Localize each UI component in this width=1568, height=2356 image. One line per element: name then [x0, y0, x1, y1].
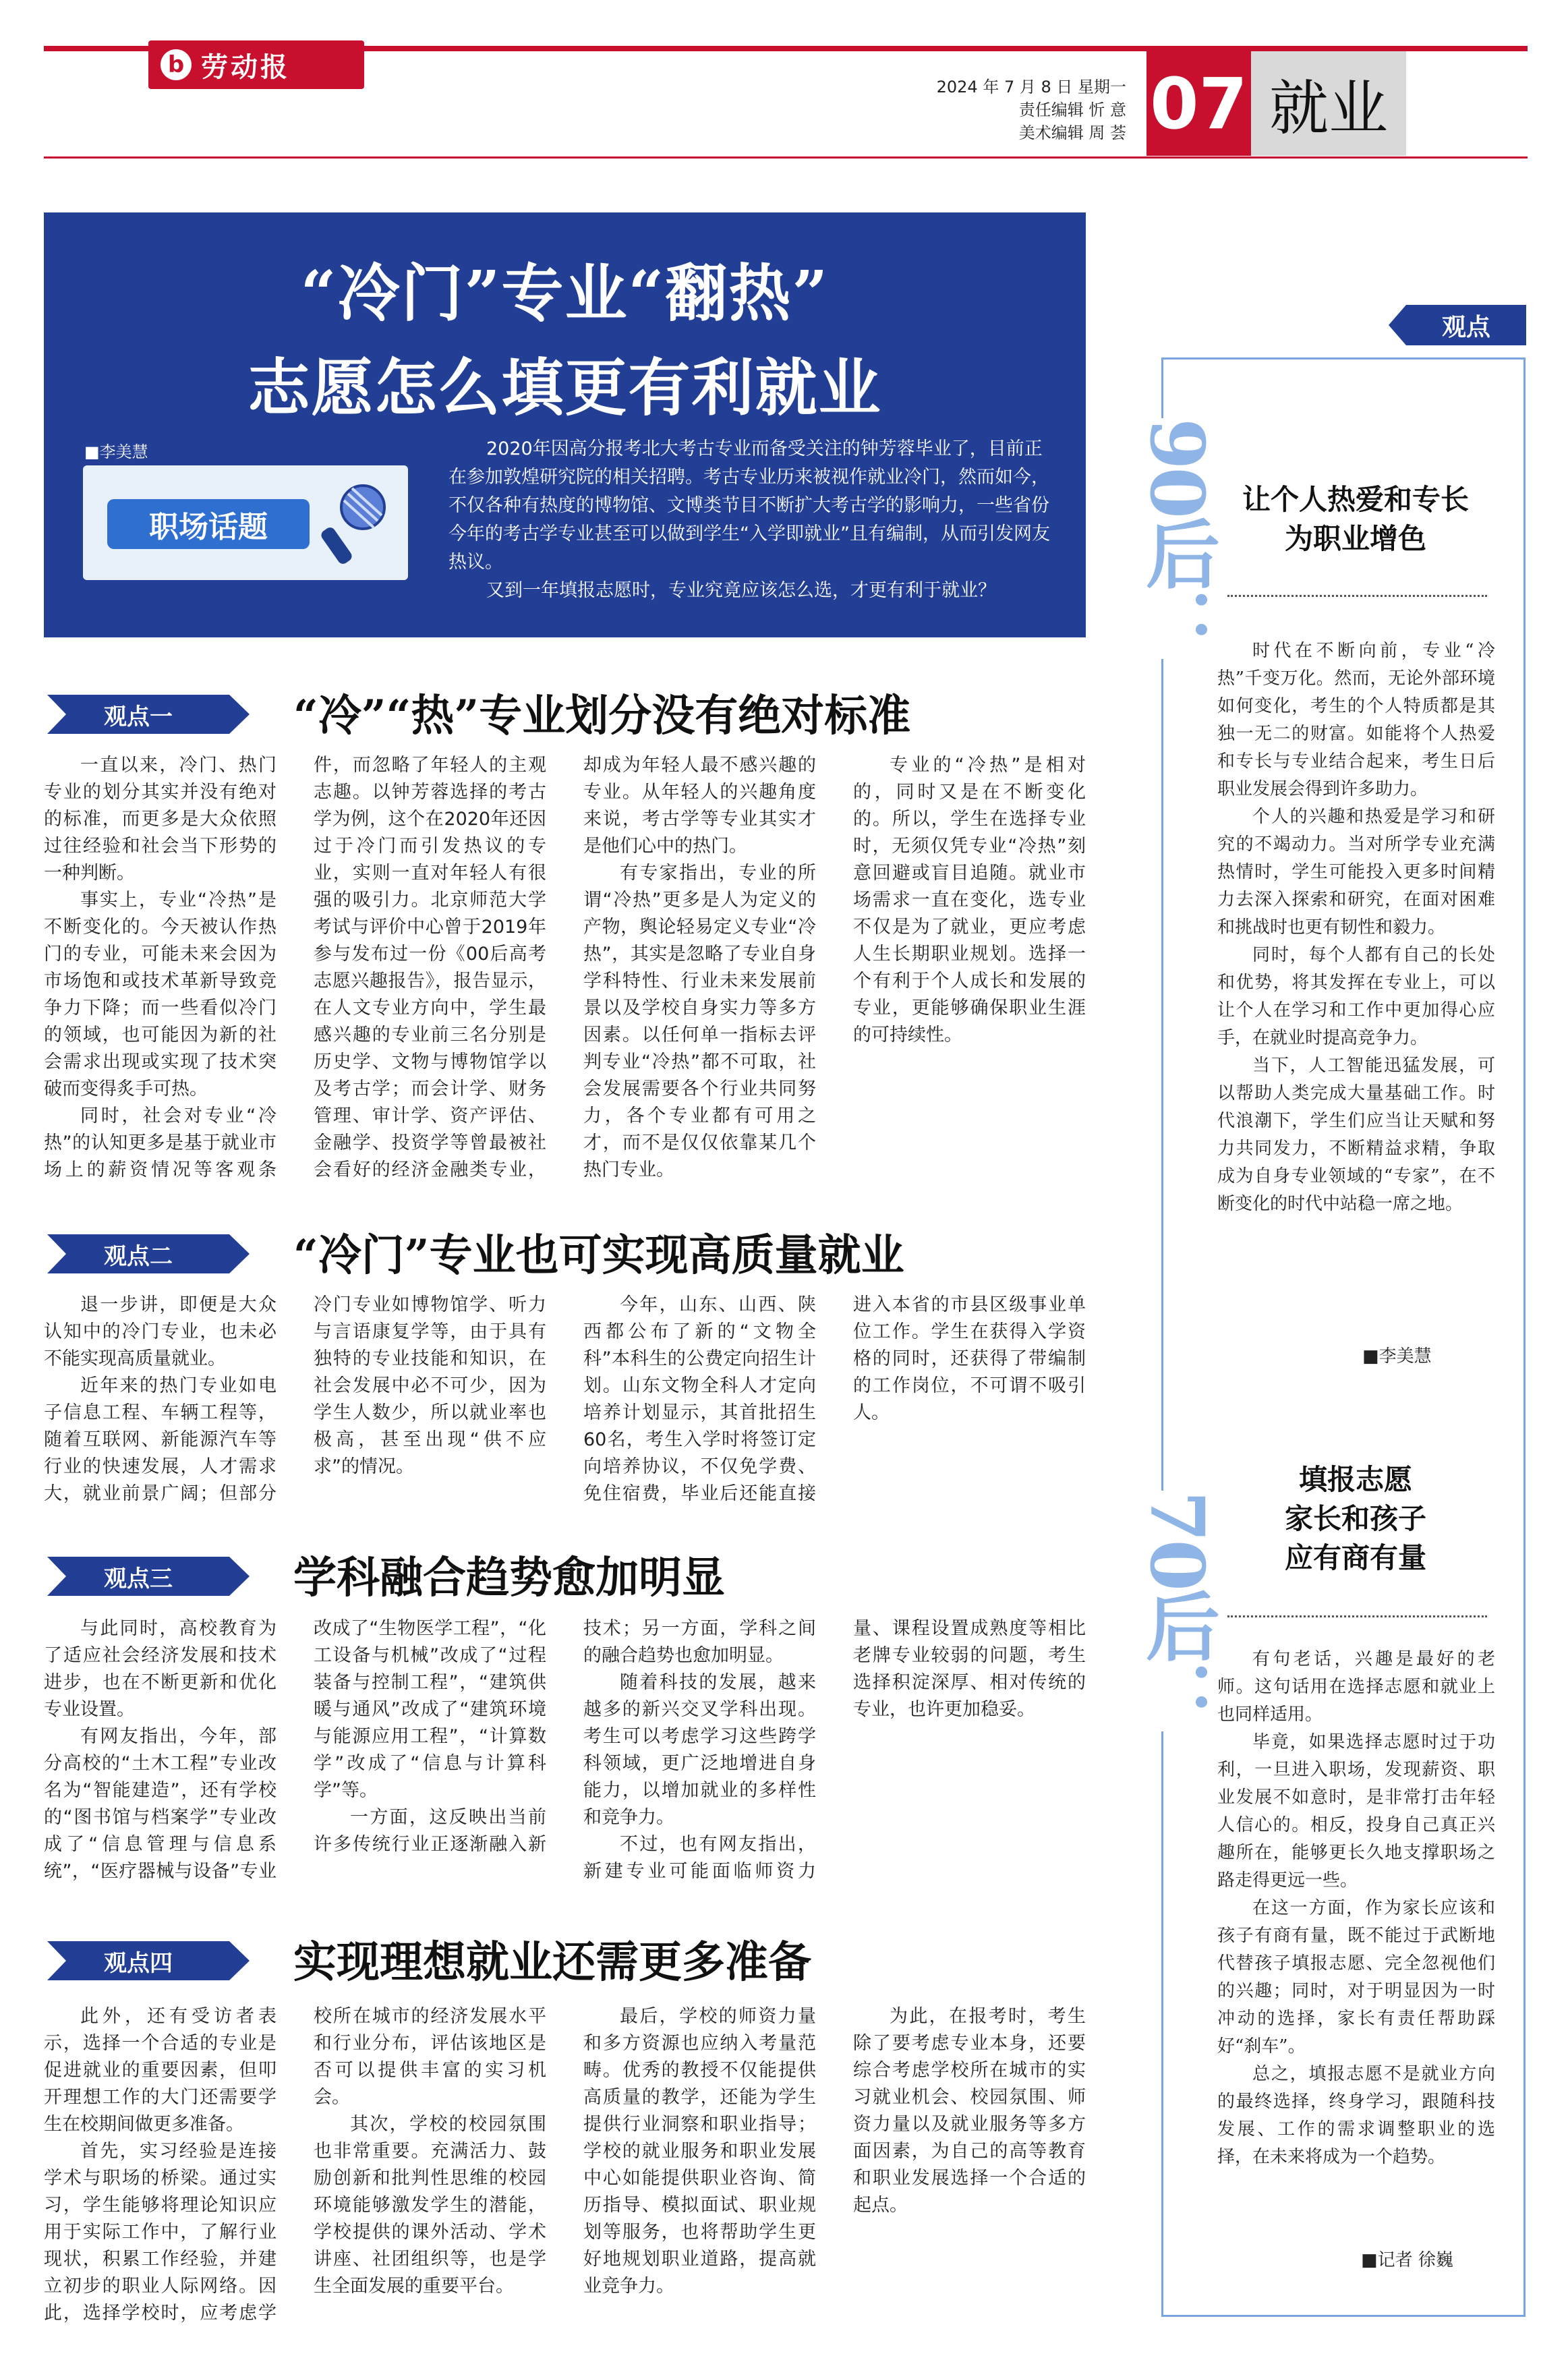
article-paragraph: 与此同时，高校教育为了适应社会经济发展和技术进步，也在不断更新和优化专业设置。: [44, 1618, 277, 1720]
article-paragraph: 一方面，这反映出当前许多传统行业正逐渐融入新技术；另一方面，学科之间的融合趋势也愈加明显。: [314, 1618, 816, 1855]
sidebar-item-1-body: [1217, 637, 1495, 1218]
sidebar-item-1-byline: ■李美慧: [1362, 1346, 1432, 1367]
sidebar-paragraph: 时代在不断向前，专业“冷热”千变万化。然而，无论外部环境如何变化，考生的个人特质都是其独一无二的财富。如能将个人热爱和专长与专业结合起来，考生日后职业发展会得到许多助力。: [1217, 641, 1495, 799]
article-paragraph: 有专家指出，专业的所谓“冷热”更多是人为定义的产物，舆论轻易定义专业“冷热”，其实是忽略了专业自身学科特性、行业未来发展前景以及学校自身实力等多方因素。以任何单一指标去评判专业“冷热”都不可取，社会发展需要各个行业共同努力，各个专业都有可用之才，而不是仅仅依靠某几个热门专业。: [583, 863, 816, 1180]
sidebar-paragraph: 在这一方面，作为家长应该和孩子有商有量，既不能过于武断地代替孩子填报志愿、完全忽视他们的兴趣；同时，对于明显因为一时冲动的选择，家长有责任帮助踩好“刹车”。: [1217, 1898, 1495, 2057]
sidebar-paragraph: 同时，每个人都有自己的长处和优势，将其发挥在专业上，可以让个人在学习和工作中更加得心应手，在就业时提高竞争力。: [1217, 945, 1495, 1048]
responsible-editor: 责任编辑 忻 意: [1018, 100, 1126, 119]
section-body-2: [44, 1292, 1086, 1514]
section-title-2: “冷门”专业也可实现高质量就业: [293, 1230, 904, 1281]
page-number: 07: [1146, 51, 1251, 156]
section-tag-2: 观点二: [47, 1234, 229, 1273]
topic-badge: [83, 465, 408, 580]
generation-label-90s: 90后：: [1134, 418, 1221, 660]
logo-mark-icon: b: [161, 49, 192, 80]
sidebar-paragraph: 当下，人工智能迅猛发展，可以帮助人类完成大量基础工作。时代浪潮下，学生们应当让天赋和努力共同发力，不断精益求精，争取成为自身专业领域的“专家”，在不断变化的时代中站稳一席之地。: [1217, 1056, 1495, 1214]
lead-text: [448, 435, 1055, 605]
lead-paragraph: 又到一年填报志愿时，专业究竟应该怎么选，才更有利于就业？: [486, 580, 996, 601]
sidebar-paragraph: 总之，填报志愿不是就业方向的最终选择，终身学习，跟随科技发展、工作的需求调整职业的选择，在未来将成为一个趋势。: [1217, 2064, 1495, 2167]
article-paragraph: 事实上，专业“冷热”是不断变化的。今天被认作热门的专业，可能未来会因为市场饱和或技术革新导致竞争力下降；而一些看似冷门的领域，也可能因为新的社会需求出现或实现了技术突破而变得炙手可热。: [44, 890, 277, 1099]
header-divider: [44, 156, 1528, 159]
headline-line-1: “冷门”专业“翻热”: [300, 257, 830, 330]
article-paragraph: 近年来的热门专业如电子信息工程、车辆工程等，随着互联网、新能源汽车等行业的快速发展，人才需求大，就业前景广阔；但部分冷门专业如博物馆学、听力与言语康复学等，由于具有独特的专业技能和知识，在社会发展中必不可少，因为学生人数少，所以就业率也极高，甚至出现“供不应求”的情况。: [44, 1294, 546, 1504]
sidebar-title-line: 填报志愿: [1298, 1463, 1412, 1496]
sidebar-title-line: 为职业增色: [1284, 522, 1426, 555]
article-paragraph: 一直以来，冷门、热门专业的划分其实并没有绝对的标准，而更多是大众依照过往经验和社会当下形势的一种判断。: [44, 755, 277, 884]
article-paragraph: 不过，也有网友指出，新建专业可能面临师资力量、课程设置成熟度等相比老牌专业较弱的问题，考生选择积淀深厚、相对传统的专业，也许更加稳妥。: [583, 1618, 1086, 1882]
section-title-1: “冷”“热”专业划分没有绝对标准: [293, 691, 911, 741]
section-name: 就业: [1251, 51, 1406, 156]
sidebar-paragraph: 毕竟，如果选择志愿时过于功利，一旦进入职场，发现薪资、职业发展不如意时，是非常打击年轻人信心的。相反，投身自己真正兴趣所在，能够更长久地支撑职场之路走得更远一些。: [1217, 1732, 1495, 1891]
section-tag-1: 观点一: [47, 695, 229, 734]
logo-text: 劳动报: [201, 51, 290, 83]
sidebar-paragraph: 个人的兴趣和热爱是学习和研究的不竭动力。当对所学专业充满热情时，学生可能投入更多时间精力去深入探索和研究，在面对困难和挑战时也更有韧性和毅力。: [1217, 807, 1495, 938]
sidebar-title-line: 让个人热爱和专长: [1242, 483, 1469, 516]
sidebar-item-2-title: [1221, 1460, 1490, 1578]
issue-date: 2024 年 7 月 8 日 星期一: [936, 78, 1126, 96]
article-paragraph: 最后，学校的师资力量和多方资源也应纳入考量范畴。优秀的教授不仅能提供高质量的教学，还能为学生提供行业洞察和职业指导；学校的就业服务和职业发展中心如能提供职业咨询、简历指导、模拟面试、职业规划等服务，也将帮助学生更好地规划职业道路，提高就业竞争力。: [583, 2006, 816, 2297]
article-paragraph: 其次，学校的校园氛围也非常重要。充满活力、鼓励创新和批判性思维的校园环境能够激发学生的潜能，学校提供的课外活动、学术讲座、社团组织等，也是学生全面发展的重要平台。: [314, 2114, 546, 2297]
generation-label-70s: 70后：: [1134, 1491, 1221, 1732]
topic-badge-label: 职场话题: [107, 499, 310, 549]
article-paragraph: 首先，实习经验是连接学术与职场的桥梁。通过实习，学生能够将理论知识应用于实际工作中，了解行业现状，积累工作经验，并建立初步的职业人际网络。因此，选择学校时，应考虑学校所在城市的经济发展水平和行业分布，评估该地区是否可以提供丰富的实习机会。: [44, 2006, 546, 2324]
article-paragraph: 为此，在报考时，考生除了要考虑专业本身，还要综合考虑学校所在城市的实习就业机会、校园氛围、师资力量以及就业服务等多方面因素，为自己的高等教育和职业发展选择一个合适的起点。: [853, 2006, 1086, 2216]
section-body-4: [44, 2003, 1086, 2327]
sidebar-item-2-body: [1217, 1646, 1495, 2171]
headline-line-2: 志愿怎么填更有利就业: [248, 351, 882, 424]
section-title-4: 实现理想就业还需更多准备: [293, 1937, 811, 1988]
section-title-3: 学科融合趋势愈加明显: [293, 1553, 725, 1603]
issue-info: [863, 76, 1126, 144]
article-paragraph: 此外，还有受访者表示，选择一个合适的专业是促进就业的重要因素，但叩开理想工作的大门还需要学生在校期间做更多准备。: [44, 2006, 277, 2135]
sidebar-title-line: 应有商有量: [1284, 1541, 1426, 1574]
lead-banner: [44, 212, 1086, 637]
sidebar-tag: 观点: [1406, 305, 1526, 345]
article-paragraph: 专业的“冷热”是相对的，同时又是在不断变化的。所以，学生在选择专业时，无须仅凭专业“冷热”刻意回避或盲目追随。就业市场需求一直在变化，选专业不仅是为了就业，更应考虑人生长期职业规划。选择一个有利于个人成长和发展的专业，更能够确保职业生涯的可持续性。: [853, 755, 1086, 1045]
article-paragraph: 今年，山东、山西、陕西都公布了新的“文物全科”本科生的公费定向招生计划。山东文物全科人才定向培养计划显示，其首批招生60名，考生入学时将签订定向培养协议，不仅免学费、免住宿费，毕业后还能直接进入本省的市县区级事业单位工作。学生在获得入学资格的同时，还获得了带编制的工作岗位，不可谓不吸引人。: [583, 1294, 1086, 1504]
lead-paragraph: 2020年因高分报考北大考古专业而备受关注的钟芳蓉毕业了，目前正在参加敦煌研究院的相关招聘。考古专业历来被视作就业冷门，然而如今，不仅各种有热度的博物馆、文博类节目不断扩大考古学的影响力，一些省份今年的考古学专业甚至可以做到学生“入学即就业”且有编制，从而引发网友热议。: [448, 438, 1050, 573]
section-tag-4: 观点四: [47, 1941, 229, 1980]
author-byline: ■李美慧: [84, 442, 148, 461]
sidebar-title-line: 家长和孩子: [1284, 1502, 1426, 1535]
article-paragraph: 同时，社会对专业“冷热”的认知更多是基于就业市场上的薪资情况等客观条件，而忽略了年轻人的主观志趣。以钟芳蓉选择的考古学为例，这个在2020年还因过于冷门而引发热议的专业，实则一直对年轻人有很强的吸引力。北京师范大学考试与评价中心曾于2019年参与发布过一份《00后高考志愿兴趣报告》，报告显示，在人文专业方向中，学生最感兴趣的专业前三名分别是历史学、文物与博物馆学以及考古学；而会计学、财务管理、审计学、资产评估、金融学、投资学等曾最被社会看好的经济金融类专业，却成为年轻人最不感兴趣的专业。从年轻人的兴趣角度来说，考古学等专业其实才是他们心中的热门。: [44, 755, 816, 1180]
newspaper-logo: [148, 40, 364, 89]
article-paragraph: 随着科技的发展，越来越多的新兴交叉学科出现。考生可以考虑学习这些跨学科领域，更广泛地增进自身能力，以增加就业的多样性和竞争力。: [583, 1672, 816, 1828]
microphone-icon: [316, 479, 397, 567]
sidebar-item-1-title: [1221, 480, 1490, 558]
sidebar-paragraph: 有句老话，兴趣是最好的老师。这句话用在选择志愿和就业上也同样适用。: [1217, 1649, 1495, 1725]
section-body-1: [44, 752, 1086, 1184]
section-tag-3: 观点三: [47, 1557, 229, 1596]
headline: [44, 246, 1086, 435]
dotted-divider: [1227, 595, 1487, 597]
art-editor: 美术编辑 周 荟: [1018, 123, 1126, 142]
sidebar-item-2-byline: ■记者 徐巍: [1361, 2250, 1453, 2270]
article-paragraph: 退一步讲，即便是大众认知中的冷门专业，也未必不能实现高质量就业。: [44, 1294, 277, 1369]
section-body-3: [44, 1615, 1086, 1885]
article-paragraph: 有网友指出，今年，部分高校的“土木工程”专业改名为“智能建造”，还有学校的“图书馆与档案学”专业改成了“信息管理与信息系统”，“医疗器械与设备”专业改成了“生物医学工程”，“化工设备与机械”改成了“过程装备与控制工程”，“建筑供暖与通风”改成了“建筑环境与能源应用工程”，“计算数学”改成了“信息与计算科学”等。: [44, 1618, 546, 1882]
dotted-divider: [1227, 1615, 1487, 1617]
